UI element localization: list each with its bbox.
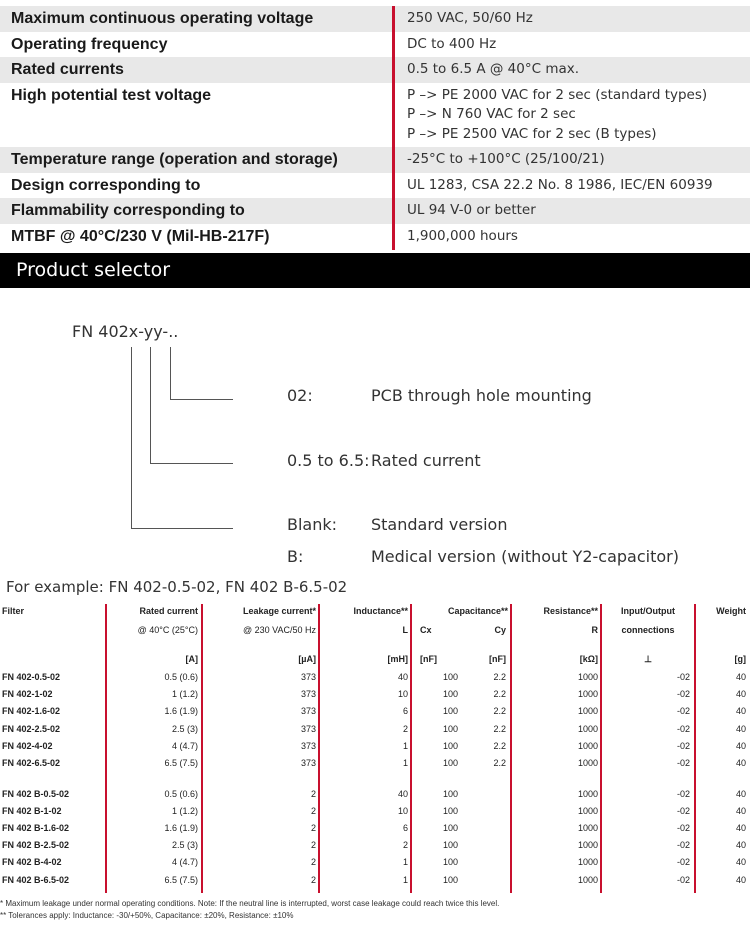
cell-rated: 0.5 (0.6) — [164, 789, 198, 799]
cell-cx: 100 — [443, 806, 459, 816]
cell-cy: 2.2 — [493, 672, 506, 682]
cell-cx: 100 — [443, 840, 459, 850]
selector-line — [131, 347, 132, 529]
spec-row — [0, 6, 750, 32]
cell-resistance: 1000 — [577, 823, 598, 833]
selector-key: B: — [287, 547, 304, 566]
spec-row — [0, 173, 750, 199]
selector-desc: Standard version — [371, 515, 508, 534]
cell-filter: FN 402-0.5-02 — [2, 672, 61, 682]
spec-value — [395, 224, 518, 250]
col-subheader-leakage: @ 230 VAC/50 Hz — [242, 625, 316, 635]
col-header-resistance: Resistance** — [543, 606, 598, 616]
cell-inductance: 1 — [402, 758, 408, 768]
cell-cx: 100 — [443, 857, 459, 867]
cell-cx: 100 — [443, 758, 459, 768]
col-subheader-rated: @ 40°C (25°C) — [137, 625, 198, 635]
cell-weight: 40 — [735, 672, 746, 682]
spec-key: MTBF @ 40°C/230 V (Mil-HB-217F) — [0, 224, 395, 250]
cell-cx: 100 — [443, 741, 459, 751]
cell-resistance: 1000 — [577, 789, 598, 799]
cell-rated: 6.5 (7.5) — [164, 758, 198, 768]
spec-value-line: P –> PE 2500 VAC for 2 sec (B types) — [407, 125, 657, 142]
cell-resistance: 1000 — [577, 840, 598, 850]
selector-desc: Medical version (without Y2-capacitor) — [371, 547, 679, 566]
cell-io: -02 — [676, 789, 690, 799]
cell-filter: FN 402 B-6.5-02 — [2, 875, 70, 885]
unit-label: ⊥ — [644, 654, 652, 664]
cell-resistance: 1000 — [577, 689, 598, 699]
selector-code: FN 402x-yy-.. — [72, 322, 179, 341]
cell-filter: FN 402 B-1-02 — [2, 806, 62, 816]
col-header-weight: Weight — [716, 606, 746, 616]
spec-value-line: -25°C to +100°C (25/100/21) — [407, 151, 605, 168]
section-banner: Product selector — [0, 253, 750, 288]
cell-leakage: 2 — [310, 875, 316, 885]
col-subheader-inductance: L — [402, 625, 408, 635]
cell-cy: 2.2 — [493, 706, 506, 716]
cell-weight: 40 — [735, 724, 746, 734]
col-subheader-cy: Cy — [494, 625, 506, 635]
selector-desc: Rated current — [371, 451, 481, 470]
col-header-inductance: Inductance** — [353, 606, 408, 616]
footnote: ** Tolerances apply: Inductance: -30/+50%, Capacitance: ±20%, Resistance: ±10% — [0, 911, 294, 920]
cell-resistance: 1000 — [577, 741, 598, 751]
cell-weight: 40 — [735, 741, 746, 751]
spec-row — [0, 198, 750, 224]
cell-io: -02 — [676, 857, 690, 867]
cell-weight: 40 — [735, 823, 746, 833]
selector-key: 0.5 to 6.5: — [287, 451, 370, 470]
spec-row — [0, 224, 750, 250]
spec-row — [0, 57, 750, 83]
spec-value — [395, 173, 713, 199]
cell-weight: 40 — [735, 789, 746, 799]
unit-label: [mH] — [387, 654, 408, 664]
cell-cy: 2.2 — [493, 758, 506, 768]
unit-label: [nF] — [489, 654, 506, 664]
unit-label: [A] — [185, 654, 198, 664]
spec-value-line: P –> PE 2000 VAC for 2 sec (standard types) — [407, 86, 708, 103]
selector-key: 02: — [287, 386, 313, 405]
cell-io: -02 — [676, 672, 690, 682]
cell-io: -02 — [676, 741, 690, 751]
spec-key: Rated currents — [0, 57, 395, 83]
cell-inductance: 40 — [397, 672, 408, 682]
cell-io: -02 — [676, 806, 690, 816]
spec-value-line: 250 VAC, 50/60 Hz — [407, 10, 533, 26]
cell-rated: 1.6 (1.9) — [164, 706, 198, 716]
cell-filter: FN 402-2.5-02 — [2, 724, 61, 734]
column-divider — [410, 604, 412, 893]
cell-leakage: 2 — [310, 840, 316, 850]
spec-key: Flammability corresponding to — [0, 198, 395, 224]
cell-leakage: 373 — [300, 689, 316, 699]
selector-line — [150, 347, 151, 464]
spec-row — [0, 83, 750, 148]
cell-inductance: 10 — [397, 806, 408, 816]
spec-value-line: UL 1283, CSA 22.2 No. 8 1986, IEC/EN 60939 — [407, 176, 713, 193]
unit-label: [kΩ] — [579, 654, 598, 664]
spec-value — [395, 198, 536, 224]
cell-resistance: 1000 — [577, 672, 598, 682]
cell-filter: FN 402-4-02 — [2, 741, 53, 751]
cell-weight: 40 — [735, 689, 746, 699]
cell-io: -02 — [676, 758, 690, 768]
spec-key: Temperature range (operation and storage) — [0, 147, 395, 173]
cell-resistance: 1000 — [577, 758, 598, 768]
cell-weight: 40 — [735, 758, 746, 768]
spec-value-line: P –> N 760 VAC for 2 sec — [407, 106, 576, 123]
cell-cx: 100 — [443, 875, 459, 885]
cell-rated: 6.5 (7.5) — [164, 875, 198, 885]
cell-inductance: 1 — [402, 857, 408, 867]
spec-row — [0, 147, 750, 173]
cell-leakage: 2 — [310, 789, 316, 799]
cell-inductance: 2 — [402, 724, 408, 734]
cell-rated: 1.6 (1.9) — [164, 823, 198, 833]
cell-weight: 40 — [735, 857, 746, 867]
cell-io: -02 — [676, 840, 690, 850]
cell-weight: 40 — [735, 875, 746, 885]
cell-leakage: 373 — [300, 741, 316, 751]
selector-line — [170, 399, 233, 400]
cell-cy: 2.2 — [493, 741, 506, 751]
cell-rated: 0.5 (0.6) — [164, 672, 198, 682]
cell-filter: FN 402-6.5-02 — [2, 758, 61, 768]
cell-filter: FN 402 B-1.6-02 — [2, 823, 70, 833]
example-text: For example: FN 402-0.5-02, FN 402 B-6.5-02 — [6, 578, 348, 596]
cell-io: -02 — [676, 689, 690, 699]
cell-resistance: 1000 — [577, 857, 598, 867]
cell-resistance: 1000 — [577, 875, 598, 885]
selector-key: Blank: — [287, 515, 338, 534]
col-subheader-resistance: R — [591, 625, 598, 635]
spec-key: Operating frequency — [0, 32, 395, 58]
spec-value-line: DC to 400 Hz — [407, 35, 497, 52]
cell-resistance: 1000 — [577, 806, 598, 816]
selector-line — [170, 347, 171, 400]
cell-filter: FN 402 B-4-02 — [2, 857, 62, 867]
cell-rated: 4 (4.7) — [171, 857, 198, 867]
col-header-rated: Rated current — [139, 606, 198, 616]
spec-key: High potential test voltage — [0, 83, 395, 148]
spec-table — [0, 6, 750, 250]
column-divider — [694, 604, 696, 893]
column-divider — [201, 604, 203, 893]
cell-io: -02 — [676, 875, 690, 885]
cell-cx: 100 — [443, 672, 459, 682]
col-subheader-cx: Cx — [420, 625, 432, 635]
selector-line — [150, 463, 233, 464]
cell-cy: 2.2 — [493, 724, 506, 734]
cell-leakage: 2 — [310, 857, 316, 867]
spec-value — [395, 32, 496, 58]
col-header-leakage: Leakage current* — [242, 606, 316, 616]
cell-filter: FN 402-1-02 — [2, 689, 53, 699]
cell-leakage: 373 — [300, 758, 316, 768]
cell-io: -02 — [676, 706, 690, 716]
col-header-io: Input/Output — [621, 606, 675, 616]
col-header-filter: Filter — [2, 606, 25, 616]
column-divider — [510, 604, 512, 893]
unit-label: [nF] — [420, 654, 437, 664]
cell-cx: 100 — [443, 706, 459, 716]
cell-cy: 2.2 — [493, 689, 506, 699]
column-divider — [318, 604, 320, 893]
cell-inductance: 6 — [402, 706, 408, 716]
cell-inductance: 40 — [397, 789, 408, 799]
column-divider — [105, 604, 107, 893]
cell-cx: 100 — [443, 823, 459, 833]
cell-inductance: 6 — [402, 823, 408, 833]
spec-value-line: UL 94 V-0 or better — [407, 202, 536, 219]
unit-label: [g] — [734, 654, 746, 664]
cell-cx: 100 — [443, 789, 459, 799]
spec-value — [395, 6, 533, 32]
cell-rated: 1 (1.2) — [171, 689, 198, 699]
unit-label: [µA] — [298, 654, 316, 664]
cell-rated: 1 (1.2) — [171, 806, 198, 816]
spec-value — [395, 83, 707, 148]
spec-key: Design corresponding to — [0, 173, 395, 199]
cell-leakage: 2 — [310, 806, 316, 816]
column-divider — [600, 604, 602, 893]
cell-inductance: 10 — [397, 689, 408, 699]
cell-io: -02 — [676, 724, 690, 734]
cell-weight: 40 — [735, 840, 746, 850]
cell-filter: FN 402 B-0.5-02 — [2, 789, 70, 799]
cell-rated: 2.5 (3) — [171, 724, 198, 734]
cell-resistance: 1000 — [577, 706, 598, 716]
cell-leakage: 2 — [310, 823, 316, 833]
spec-value — [395, 147, 605, 173]
cell-cx: 100 — [443, 724, 459, 734]
spec-key: Maximum continuous operating voltage — [0, 6, 395, 32]
cell-filter: FN 402-1.6-02 — [2, 706, 61, 716]
cell-inductance: 1 — [402, 741, 408, 751]
col-header-capacitance: Capacitance** — [447, 606, 508, 616]
cell-leakage: 373 — [300, 724, 316, 734]
cell-leakage: 373 — [300, 672, 316, 682]
cell-resistance: 1000 — [577, 724, 598, 734]
footnote: * Maximum leakage under normal operating conditions. Note: If the neutral line is interrupted, worst case leakage could reach twice this level. — [0, 899, 500, 908]
cell-rated: 4 (4.7) — [171, 741, 198, 751]
cell-inductance: 1 — [402, 875, 408, 885]
cell-filter: FN 402 B-2.5-02 — [2, 840, 70, 850]
spec-value — [395, 57, 579, 83]
cell-io: -02 — [676, 823, 690, 833]
cell-cx: 100 — [443, 689, 459, 699]
cell-inductance: 2 — [402, 840, 408, 850]
cell-leakage: 373 — [300, 706, 316, 716]
selector-line — [131, 528, 233, 529]
spec-row — [0, 32, 750, 58]
spec-value-line: 1,900,000 hours — [407, 228, 518, 245]
selector-desc: PCB through hole mounting — [371, 386, 592, 405]
spec-value-line: 0.5 to 6.5 A @ 40°C max. — [407, 61, 580, 78]
col-subheader-io: connections — [621, 625, 675, 635]
cell-rated: 2.5 (3) — [171, 840, 198, 850]
cell-weight: 40 — [735, 706, 746, 716]
cell-weight: 40 — [735, 806, 746, 816]
